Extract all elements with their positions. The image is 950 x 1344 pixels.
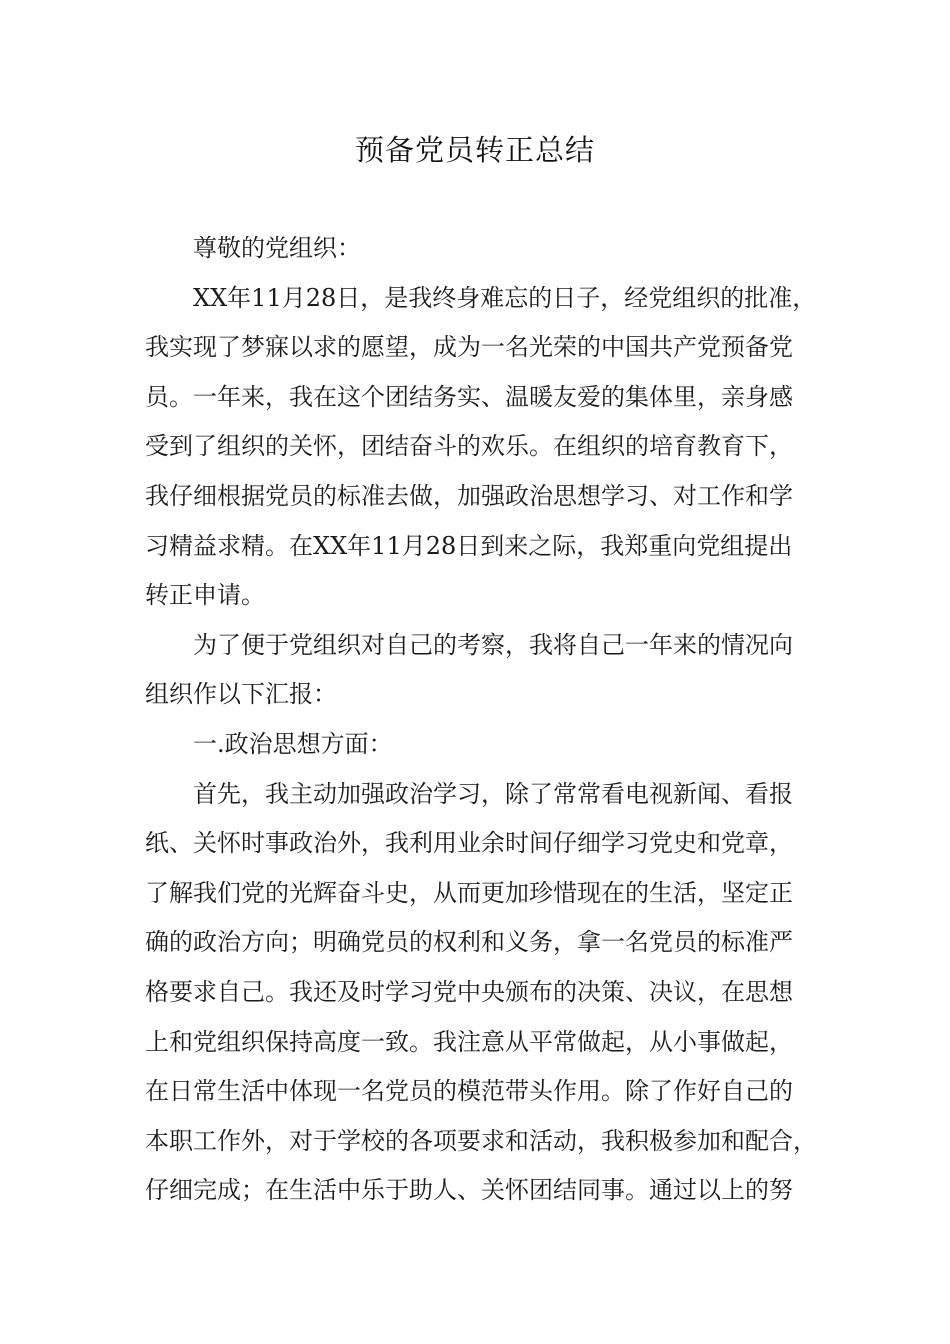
paragraph-line: 习精益求精。在XX年11月28日到来之际，我郑重向党组提出	[145, 531, 793, 560]
paragraph-line: 首先，我主动加强政治学习，除了常常看电视新闻、看报	[193, 779, 793, 808]
paragraph-line: 纸、关怀时事政治外，我利用业余时间仔细学习党史和党章，	[145, 829, 793, 858]
paragraph-line: 组织作以下汇报：	[145, 680, 337, 709]
document-body	[145, 224, 835, 1216]
paragraph-line: 在日常生活中体现一名党员的模范带头作用。除了作好自己的	[145, 1077, 793, 1106]
salutation-line: 尊敬的党组织：	[193, 234, 361, 262]
paragraph-line: 转正申请。	[145, 581, 265, 610]
paragraph-line: 员。一年来，我在这个团结务实、温暖友爱的集体里，亲身感	[145, 382, 793, 411]
paragraph-line: 受到了组织的关怀，团结奋斗的欢乐。在组织的培育教育下，	[145, 432, 793, 461]
paragraph-line: 为了便于党组织对自己的考察，我将自己一年来的情况向	[193, 630, 793, 659]
document-title: 预备党员转正总结	[354, 133, 595, 167]
paragraph-line: 确的政治方向；明确党员的权利和义务，拿一名党员的标准严	[145, 928, 793, 957]
paragraph-line: 本职工作外，对于学校的各项要求和活动，我积极参加和配合，	[145, 1126, 817, 1155]
paragraph-line: 我实现了梦寐以求的愿望，成为一名光荣的中国共产党预备党	[145, 333, 793, 362]
paragraph-line: 上和党组织保持高度一致。我注意从平常做起，从小事做起，	[145, 1027, 793, 1056]
paragraph-line: 我仔细根据党员的标准去做，加强政治思想学习、对工作和学	[145, 481, 793, 510]
paragraph-line: 格要求自己。我还及时学习党中央颁布的决策、决议，在思想	[145, 977, 793, 1006]
paragraph-line: 了解我们党的光辉奋斗史，从而更加珍惜现在的生活，坚定正	[145, 878, 793, 907]
section-heading: 一.政治思想方面：	[193, 729, 393, 758]
paragraph-line: XX年11月28日，是我终身难忘的日子，经党组织的批准，	[193, 283, 817, 312]
paragraph-line: 仔细完成；在生活中乐于助人、关怀团结同事。通过以上的努	[145, 1176, 793, 1205]
